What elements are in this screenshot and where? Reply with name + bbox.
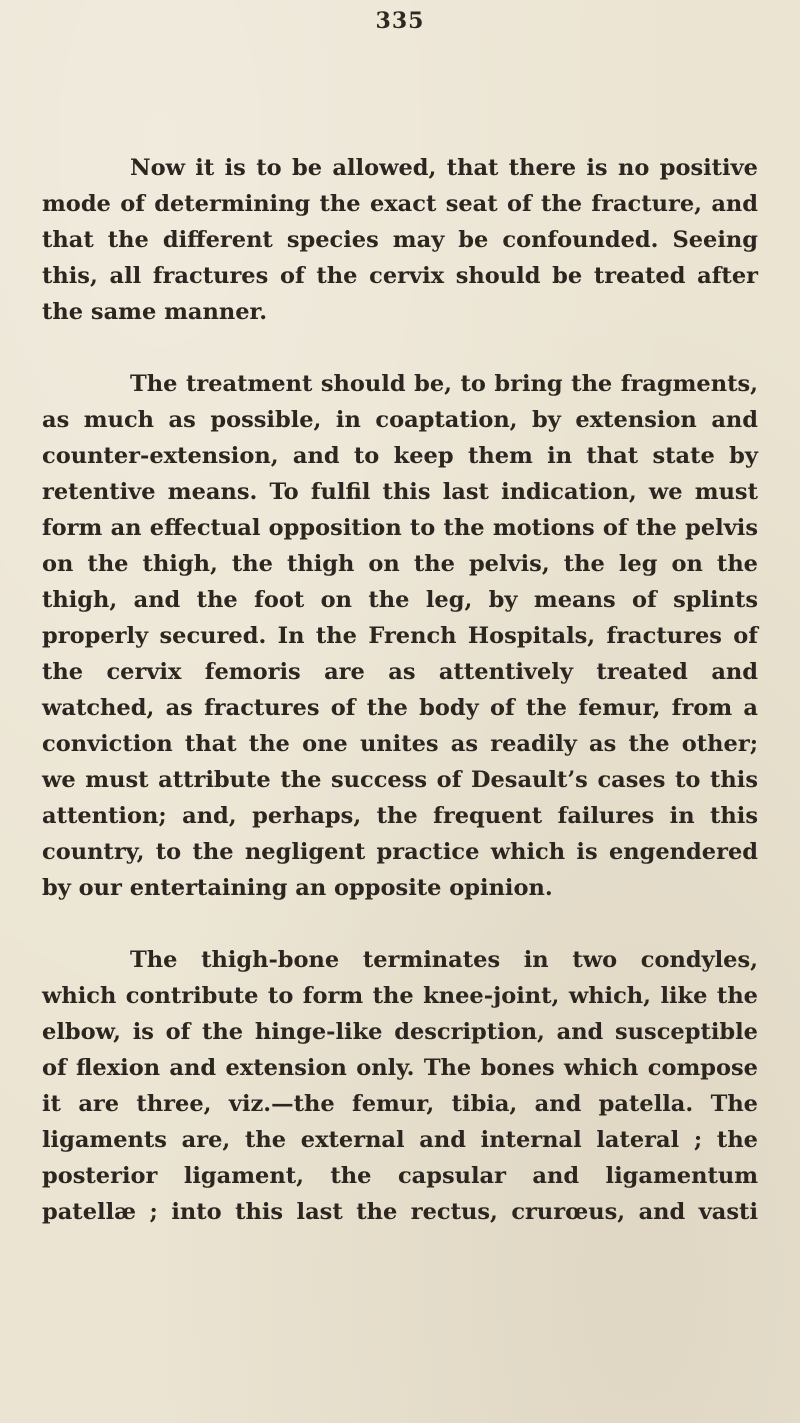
paragraph-cervix-fracture: Now it is to be allowed, that there is no positive mode of determining the exact seat of the fracture, and that the different species may be confounded. Seeing this, all fractures of the cervix should be treated after the same manner. <box>42 155 758 325</box>
body-text <box>42 150 758 1266</box>
paragraph-treatment: The treatment should be, to bring the fragments, as much as possible, in coaptation, by extension and counter-extension, and to keep them in that state by retentive means. To fulfil this last indication, we must form an effectual opposition to the motions of the pelvis on the thigh, the thigh on the pelvis, the leg on the thigh, and the foot on the leg, by means of splints properly secured. In the French Hospitals, fractures of the cervix femoris are as attentively treated and watched, as fractures of the body of the femur, from a conviction that the one unites as readily as the other; we must attribute the success of Desault’s cases to this attention; and, perhaps, the frequent failures in this country, to the negligent practice which is engendered by our entertaining an opposite opinion. <box>42 371 758 901</box>
paragraph-knee-joint: The thigh-bone terminates in two condyles, which contribute to form the knee-joint, which, like the elbow, is of the hinge-like description, and susceptible of flexion and extension only. The bones which compose it are three, viz.—the femur, tibia, and patella. The ligaments are, the external and internal lateral ; the posterior ligament, the capsular and ligamentum patellæ ; into this last the rectus, crurœus, and vasti <box>42 947 758 1225</box>
page-number: 335 <box>375 8 425 34</box>
